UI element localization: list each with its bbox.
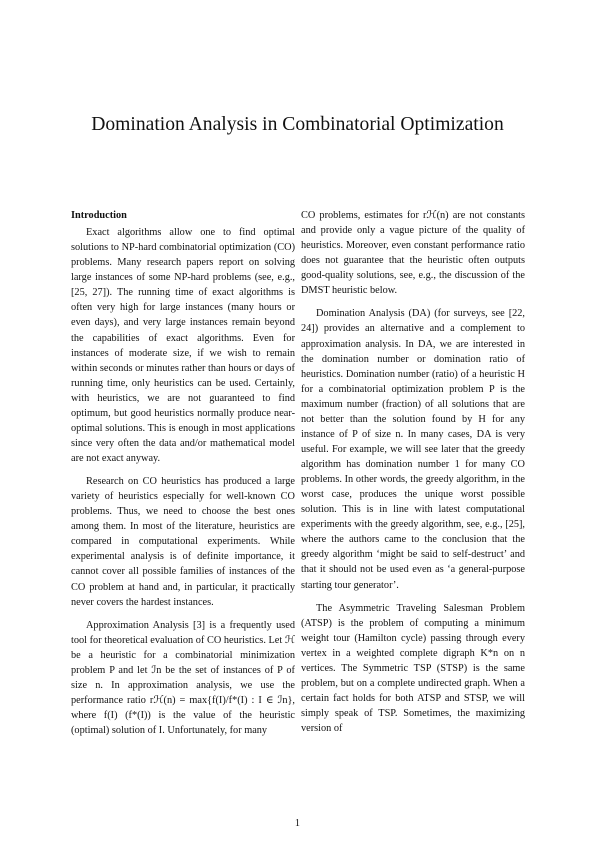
- paragraph: Exact algorithms allow one to find optimal solutions to NP-hard combinatorial optimization (CO) problems. Many research papers report on solving large instances of some NP-hard problems (see, e.g., [25, 27]). The running time of exact algorithms is often very high for large instances (many hours or even days), and very large instances remain beyond the capabilities of exact algorithms. Even for instances of moderate size, if we wish to remain within seconds or minutes rather than hours or days of running time, only heuristics can be used. Certainly, with heuristics, we are not guaranteed to find optimum, but good heuristics normally produce near-optimal solutions. This is enough in most applications since very often the data and/or mathematical model are not exact anyway.: [71, 227, 295, 464]
- paragraph: Approximation Analysis [3] is a frequently used tool for theoretical evaluation of CO heuristics. Let ℋ be a heuristic for a combinatorial minimization problem P and let ℐn be the set of instances of P of size n. In approximation analysis, we use the performance ratio rℋ(n) = max{f(I)/f*(I) : I ∈ ℐn}, where f(I) (f*(I)) is the value of the heuristic (optimal) solution of I. Unfortunately, for many: [71, 619, 295, 737]
- paragraph: Domination Analysis (DA) (for surveys, see [22, 24]) provides an alternative and a complement to approximation analysis. In DA, we are interested in the domination number or domination ratio of heuristics. Domination number (ratio) of a heuristic H for a combinatorial optimization problem P is the maximum number (fraction) of all solutions that are not better than the solution found by H for any instance of P of size n. In many cases, DA is very useful. For example, we will see later that the greedy algorithm has domination number 1 for many CO problems. In other words, the greedy algorithm, in the worst case, produces the unique worst possible solution. This is in line with latest computational experiments with the greedy algorithm, see, e.g., [25], where the authors came to the conclusion that the greedy algorithm ‘might be said to self-destruct’ and that it should not be used even as ‘a general-purpose starting tour generator’.: [301, 308, 525, 591]
- left-column: [71, 208, 295, 746]
- section-heading: Introduction: [71, 210, 127, 221]
- page-number: 1: [294, 818, 301, 829]
- paragraph: Research on CO heuristics has produced a large variety of heuristics especially for well-known CO problems. Thus, we need to choose the best ones among them. In most of the literature, heuristics are compared in computational experiments. While experimental analysis is of definite importance, it cannot cover all possible families of instances of the CO problem at hand and, in particular, it practically never covers the hardest instances.: [71, 476, 295, 608]
- right-column: [301, 208, 525, 744]
- paragraph: CO problems, estimates for rℋ(n) are not constants and provide only a vague picture of the quality of heuristics. Moreover, even constant performance ratio does not guarantee that the heuristic often outputs good-quality solutions, see, e.g., the discussion of the DMST heuristic below.: [301, 210, 525, 297]
- paragraph: The Asymmetric Traveling Salesman Problem (ATSP) is the problem of computing a minimum weight tour (Hamilton cycle) passing through every vertex in a weighted complete digraph K*n on n vertices. The Symmetric TSP (STSP) is the same problem, but on a complete undirected graph. When a certain fact holds for both ATSP and STSP, we will simply speak of TSP. Sometimes, the maximizing version of: [301, 602, 525, 735]
- paper-title: Domination Analysis in Combinatorial Optimization: [91, 114, 504, 135]
